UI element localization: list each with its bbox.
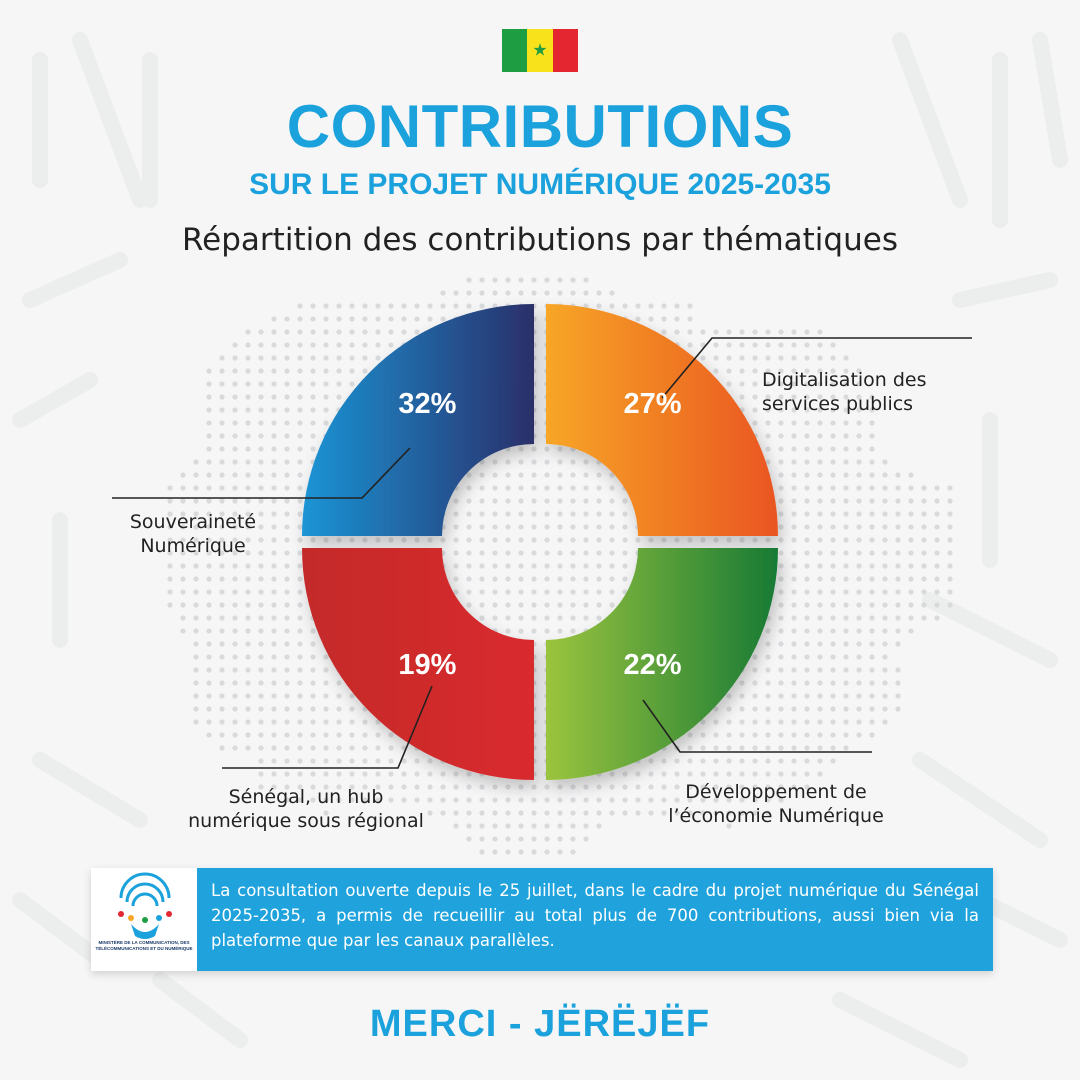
percent-label-souverainete: 32% [398, 388, 457, 421]
info-box [91, 868, 993, 971]
chart-title: Répartition des contributions par thématiques [182, 222, 898, 258]
page-title: CONTRIBUTIONS [286, 93, 794, 160]
percent-label-developpement: 22% [623, 649, 682, 682]
star-icon: ★ [532, 40, 548, 60]
flag-red-band [553, 29, 578, 72]
info-text: La consultation ouverte depuis le 25 juillet, dans le cadre du projet numérique du Sénégal 2025-2035, a permis de recueillir au total plus de 700 contributions, aussi bien via la plateforme que par les canaux parallèles. [197, 868, 993, 971]
percent-label-hub: 19% [398, 649, 457, 682]
senegal-flag [502, 29, 578, 72]
label-hub: Sénégal, un hub numérique sous régional [188, 786, 424, 832]
flag-yellow-band [527, 29, 552, 72]
label-developpement: Développement de l’économie Numérique [668, 781, 884, 827]
page-subtitle: SUR LE PROJET NUMÉRIQUE 2025-2035 [249, 168, 831, 201]
footer-thanks: MERCI - JËRËJËF [369, 1003, 711, 1045]
ministry-name: MINISTÈRE DE LA COMMUNICATION, DES TÉLÉCOMMUNICATIONS ET DU NUMÉRIQUE [95, 940, 193, 951]
flag-green-band [502, 29, 527, 72]
label-souverainete: Souveraineté Numérique [129, 511, 257, 557]
label-digitalisation: Digitalisation des services publics [762, 369, 927, 415]
ministry-emblem-icon [91, 868, 197, 971]
ministry-logo [91, 868, 197, 971]
percent-label-digitalisation: 27% [623, 388, 682, 421]
